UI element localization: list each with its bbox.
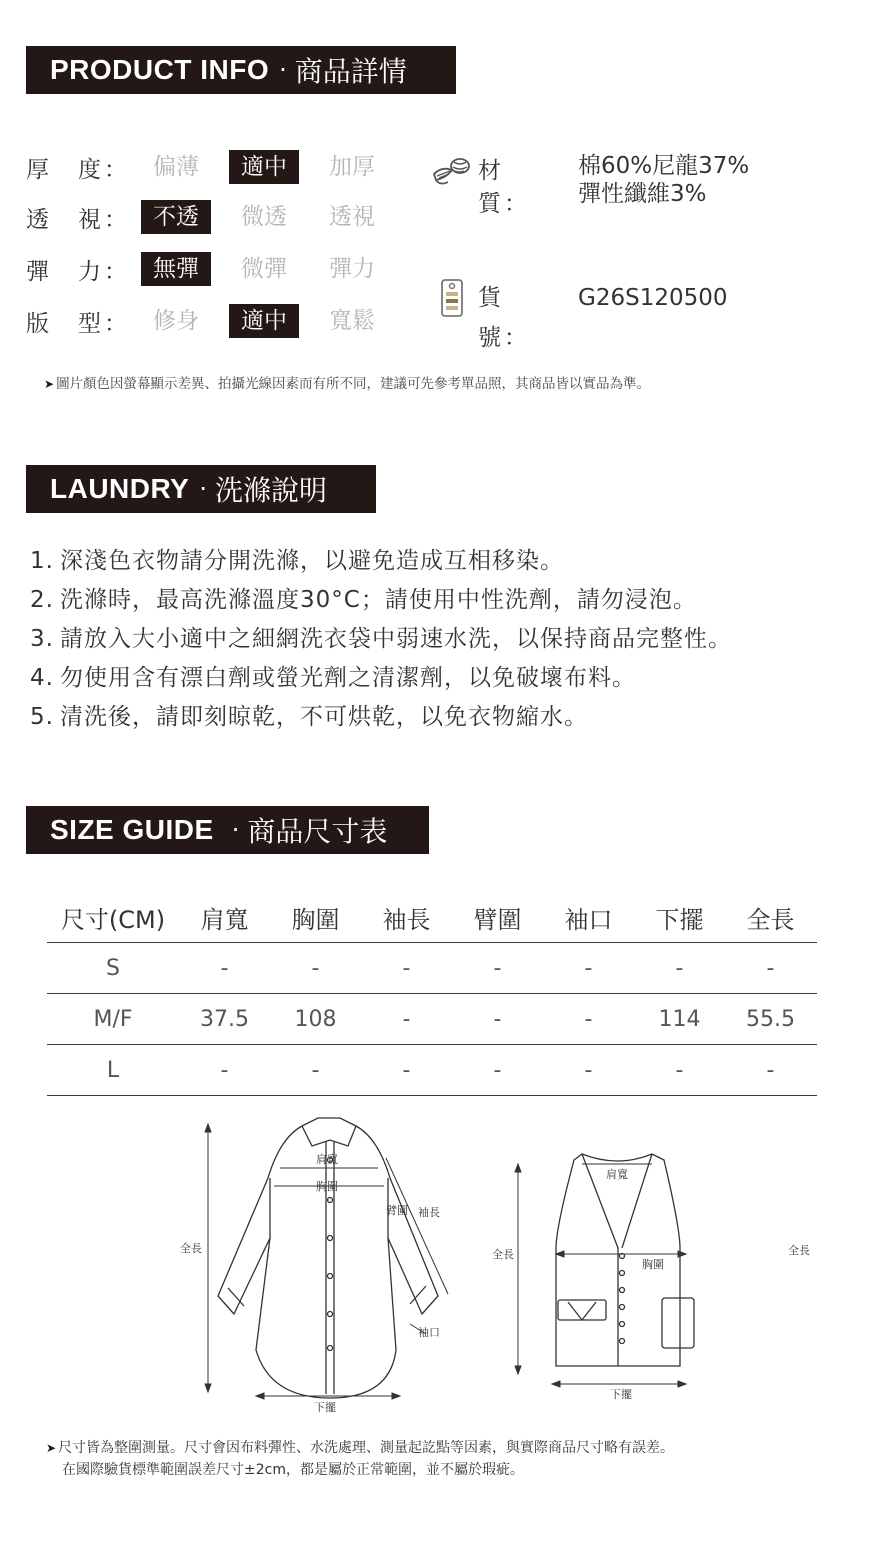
attribute-label: 版 型： <box>26 310 130 337</box>
table-cell: - <box>402 1006 411 1032</box>
attribute-label: 彈 力： <box>26 258 130 285</box>
color-disclaimer-text: 圖片顏色因螢幕顯示差異、拍攝光線因素而有所不同，建議可先參考單品照，其商品皆以實品為準。 <box>56 376 651 392</box>
table-header-cell: 下擺 <box>655 906 704 934</box>
table-cell: 55.5 <box>746 1006 795 1032</box>
table-cell: 114 <box>658 1006 701 1032</box>
diagram-label-length: 全長 <box>180 1242 202 1255</box>
material-spec <box>430 152 749 218</box>
section-title-zh: 洗滌說明 <box>214 474 327 507</box>
diagram-label-hem: 下擺 <box>314 1401 336 1414</box>
material-line-2: 彈性纖維3% <box>578 181 707 207</box>
table-cell: - <box>493 1057 502 1083</box>
list-item-text: 勿使用含有漂白劑或螢光劑之清潔劑，以免破壞布料。 <box>60 665 636 691</box>
table-cell: - <box>220 955 229 981</box>
table-header-cell: 臂圍 <box>473 906 522 934</box>
section-title-dot: · <box>231 816 240 844</box>
sku-value: G26S120500 <box>578 285 728 311</box>
attribute-row-elasticity <box>26 251 396 287</box>
sku-label: 貨 號： <box>478 285 530 351</box>
arrow-right-icon: ➤ <box>44 377 55 391</box>
attribute-row-fit <box>26 303 396 339</box>
list-item-text: 洗滌時，最高洗滌溫度30°C；請使用中性洗劑，請勿浸泡。 <box>60 587 697 613</box>
list-item <box>30 620 870 659</box>
table-cell: - <box>493 955 502 981</box>
attribute-option-selected: 適中 <box>229 304 299 338</box>
diagram-label-cuff: 袖口 <box>418 1326 440 1339</box>
section-title-dot: · <box>199 475 207 503</box>
diagram-label-length-right: 全長 <box>788 1244 810 1257</box>
material-label: 材 質： <box>478 158 530 217</box>
attribute-option-selected: 無彈 <box>141 252 211 286</box>
laundry-header <box>26 465 376 513</box>
size-table <box>47 893 817 1096</box>
product-info-header <box>26 46 456 94</box>
attribute-option: 寬鬆 <box>329 308 375 334</box>
table-cell: - <box>675 955 684 981</box>
table-header-cell: 全長 <box>746 906 795 934</box>
list-item <box>30 698 870 737</box>
table-cell: M/F <box>93 1006 133 1032</box>
tag-icon <box>430 278 472 318</box>
section-title-en: PRODUCT INFO <box>50 54 270 85</box>
table-cell: - <box>311 1057 320 1083</box>
table-header-cell: 袖長 <box>382 906 431 934</box>
table-header-cell: 肩寬 <box>200 906 249 934</box>
attribute-option-selected: 不透 <box>141 200 211 234</box>
diagram-label-shoulder: 肩寬 <box>316 1153 338 1166</box>
table-row <box>47 994 817 1045</box>
attribute-option: 彈力 <box>329 256 375 282</box>
diagram-label-shoulder-vest: 肩寬 <box>606 1168 628 1181</box>
list-item-text: 請放入大小適中之細網洗衣袋中弱速水洗，以保持商品完整性。 <box>60 626 732 652</box>
table-header-cell: 尺寸(CM) <box>60 906 166 934</box>
material-line-1: 棉60%尼龍37% <box>578 153 750 179</box>
table-cell: - <box>766 1057 775 1083</box>
table-cell: - <box>584 1057 593 1083</box>
laundry-instructions <box>30 542 870 737</box>
section-title-zh: 商品詳情 <box>294 55 407 88</box>
table-header-row <box>47 893 817 943</box>
list-item-number: 3. <box>30 626 54 652</box>
size-disclaimer-text-1: 尺寸皆為整圍測量。尺寸會因布料彈性、水洗處理、測量起訖點等因素，與實際商品尺寸略有誤差。 <box>58 1440 675 1456</box>
diagram-label-chest: 胸圍 <box>316 1180 338 1193</box>
table-header-cell: 胸圍 <box>291 906 340 934</box>
diagram-label-chest-vest: 胸圍 <box>642 1258 664 1271</box>
attribute-option: 透視 <box>329 204 375 230</box>
vest-measure-lines <box>515 1164 686 1387</box>
table-cell: - <box>402 955 411 981</box>
material-value <box>578 152 749 218</box>
attribute-option: 微透 <box>241 204 287 230</box>
list-item <box>30 581 870 620</box>
attribute-option: 修身 <box>153 308 199 334</box>
size-disclaimer-line-2: 在國際驗貨標準範圍誤差尺寸±2cm，都是屬於正常範圍，並不屬於瑕疵。 <box>62 1462 524 1478</box>
sku-spec <box>430 278 728 358</box>
attribute-option: 微彈 <box>241 256 287 282</box>
list-item-text: 清洗後，請即刻晾乾，不可烘乾，以免衣物縮水。 <box>60 704 588 730</box>
list-item-text: 深淺色衣物請分開洗滌，以避免造成互相移染。 <box>60 548 564 574</box>
list-item-number: 4. <box>30 665 54 691</box>
list-item <box>30 542 870 581</box>
size-disclaimer-line-1 <box>46 1437 674 1459</box>
diagram-label-length-vest: 全長 <box>492 1248 514 1261</box>
vest-illustration <box>556 1154 694 1366</box>
yarn-icon <box>430 152 472 192</box>
diagram-label-arm: 臂圍 <box>386 1204 408 1217</box>
table-cell: - <box>493 1006 502 1032</box>
table-row <box>47 1045 817 1096</box>
table-cell: - <box>584 1006 593 1032</box>
attribute-option: 偏薄 <box>153 154 199 180</box>
section-title-en: LAUNDRY <box>50 473 190 504</box>
size-guide-header <box>26 806 429 854</box>
table-cell: 37.5 <box>200 1006 249 1032</box>
section-title-en: SIZE GUIDE <box>50 814 214 845</box>
section-title-zh: 商品尺寸表 <box>247 815 388 848</box>
measurement-diagram <box>170 1108 830 1418</box>
list-item-number: 5. <box>30 704 54 730</box>
table-cell: S <box>106 955 120 981</box>
table-row <box>47 943 817 994</box>
table-cell: - <box>402 1057 411 1083</box>
diagram-label-hem-vest: 下擺 <box>610 1388 632 1401</box>
table-cell: - <box>220 1057 229 1083</box>
attribute-label: 透 視： <box>26 206 130 233</box>
table-header-cell: 袖口 <box>564 906 613 934</box>
list-item-number: 1. <box>30 548 54 574</box>
attribute-row-sheerness <box>26 199 396 235</box>
table-cell: - <box>675 1057 684 1083</box>
attribute-option-selected: 適中 <box>229 150 299 184</box>
list-item-number: 2. <box>30 587 54 613</box>
color-disclaimer <box>44 372 650 392</box>
table-cell: - <box>311 955 320 981</box>
table-cell: - <box>766 955 775 981</box>
attribute-row-thickness <box>26 149 396 185</box>
size-disclaimer <box>46 1437 674 1481</box>
attribute-option: 加厚 <box>329 154 375 180</box>
arrow-right-icon: ➤ <box>46 1441 57 1455</box>
list-item <box>30 659 870 698</box>
attribute-label: 厚 度： <box>26 156 130 183</box>
table-cell: - <box>584 955 593 981</box>
section-title-dot: · <box>279 56 287 84</box>
diagram-label-sleeve: 袖長 <box>418 1206 440 1219</box>
table-cell: 108 <box>294 1006 337 1032</box>
table-cell: L <box>106 1057 120 1083</box>
